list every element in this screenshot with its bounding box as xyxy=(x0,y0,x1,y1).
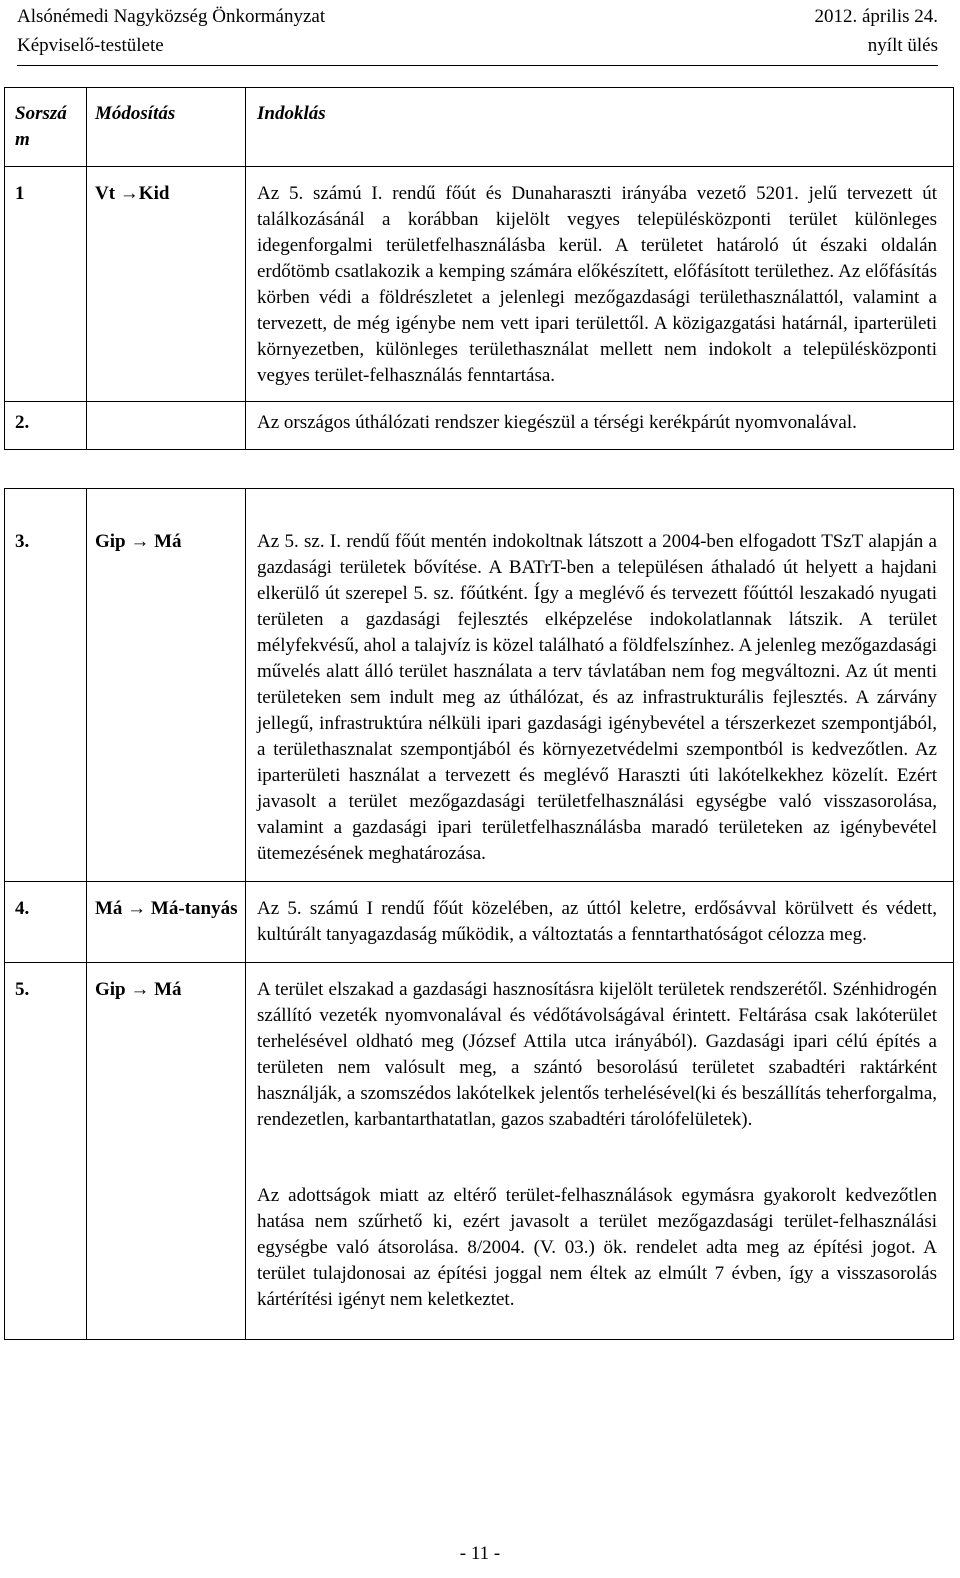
header-body: Képviselő-testülete xyxy=(17,35,164,56)
table-row xyxy=(5,963,954,1340)
row-reason: Az országos úthálózati rendszer kiegészül a térségi kerékpárút nyomvonalával. xyxy=(246,402,954,450)
table-row xyxy=(5,489,954,882)
header-organization: Alsónémedi Nagyközség Önkormányzat xyxy=(17,6,326,27)
row-change: Má → Má-tanyás xyxy=(87,882,246,963)
row-reason-cell xyxy=(246,963,954,1340)
table-row xyxy=(5,402,954,450)
header-session: nyílt ülés xyxy=(867,35,938,56)
column-header-change: Módosítás xyxy=(87,88,246,167)
row-change: Gip → Má xyxy=(87,963,246,1340)
page-header-line-1 xyxy=(17,2,938,31)
row-change: Vt →Kid xyxy=(87,167,246,402)
row-number: 4. xyxy=(5,882,87,963)
row-reason: Az 5. számú I. rendű főút és Dunaharaszti irányába vezető 5201. jelű tervezett út találkozásánál a korábban kijelölt vegyes településközponti terület különleges idegenforgalmi területfelhasználásba kerül. A területet határoló út északi oldalán erdőtömb csatlakozik a kemping számára előkészített, előfásított területhez. Az előfásítás körben védi a földrészletet a jelenlegi mezőgazdasági területhasználattól, valamint a tervezett, de még igénybe nem vett ipari területtől. A közigazgatási határnál, iparterületi környezetben, különleges területhasználat mellett nem indokolt a településközponti vegyes terület-felhasználás fenntartása. xyxy=(246,167,954,402)
row-change xyxy=(87,402,246,450)
header-date: 2012. április 24. xyxy=(814,6,938,27)
row-reason: Az 5. számú I rendű főút közelében, az úttól keletre, erdősávval körülvett és védett, kultúrált tanyagazdaság működik, a változtatás a fenntarthatóságot célozza meg. xyxy=(246,882,954,963)
column-header-reason: Indoklás xyxy=(246,88,954,167)
table-header-row xyxy=(5,88,954,167)
row-number: 5. xyxy=(5,963,87,1340)
row-change: Gip → Má xyxy=(87,489,246,882)
table-row xyxy=(5,882,954,963)
amendment-table-part-2 xyxy=(4,488,954,1340)
row-number: 1 xyxy=(5,167,87,402)
amendment-table-part-1 xyxy=(4,87,954,450)
row-reason: Az 5. sz. I. rendű főút mentén indokoltnak látszott a 2004-ben elfogadott TSzT alapján a gazdasági területek bővítése. A BATrT-ben a településen áthaladó út helyett a hajdani elkerülő út szerepel 5. sz. főútként. Így a meglévő és tervezett főúttól leszakadó nyugati területen a gazdasági fejlesztés elképzelése indokolatlannak látszik. A terület mélyfekvésű, ahol a talajvíz is közel található a földfelszínhez. A jelenleg mezőgazdasági művelés alatt álló terület használata a terv távlatában nem fog megváltozni. Az út menti területeken sem indult meg az úthálózat, és az infrastrukturális fejlesztés. A zárvány jellegű, infrastruktúra nélküli ipari gazdasági igénybevétel a térszerkezet szempontjából, a területhasznalat szempontjából és környezetvédelmi szempontból is kedvezőtlen. Az iparterületi használat a tervezett és meglévő Haraszti úti lakótelkekhez közelít. Ezért javasolt a terület mezőgazdasági területfelhasználási egységbe való visszasorolása, valamint a gazdasági ipari területfelhasználásba maradó területeken az igénybevétel ütemezésének meghatározása. xyxy=(246,489,954,882)
row-number: 3. xyxy=(5,489,87,882)
column-header-number: Sorszá m xyxy=(5,88,87,167)
row-reason-paragraph-2: Az adottságok miatt az eltérő terület-felhasználások egymásra gyakorolt kedvezőtlen hatása nem szűrhető ki, ezért javasolt a terület mezőgazdasági terület-felhasználási egységbe való átsorolása. 8/2004. (V. 03.) ök. rendelet adta meg az építési jogot. A terület tulajdonosai az építési joggal nem éltek az elmúlt 7 évben, így a visszasorolás kártérítési igényt nem keletkeztet. xyxy=(257,1185,937,1310)
table-row xyxy=(5,167,954,402)
row-reason: A terület elszakad a gazdasági hasznosításra kijelölt területek rendszerétől. Szénhidrogén szállító vezeték nyomvonalával és védőtávolságával érintett. Feltárása csak lakóterület terhelésével oldható meg (József Attila utca irányából). Gazdasági ipari célú építés a területen nem valósult meg, a szántó besorolású területet szabadtéri raktárként használják, a szomszédos lakótelkek jelentős terhelésével(ki és beszállítás teherforgalma, rendezetlen, karbantarthatatlan, gazos szabadtéri tárolófelületek). xyxy=(257,979,937,1130)
page-number: - 11 - xyxy=(459,1543,501,1564)
header-divider xyxy=(17,65,938,66)
page-header-line-2 xyxy=(17,31,938,60)
row-number: 2. xyxy=(5,402,87,450)
